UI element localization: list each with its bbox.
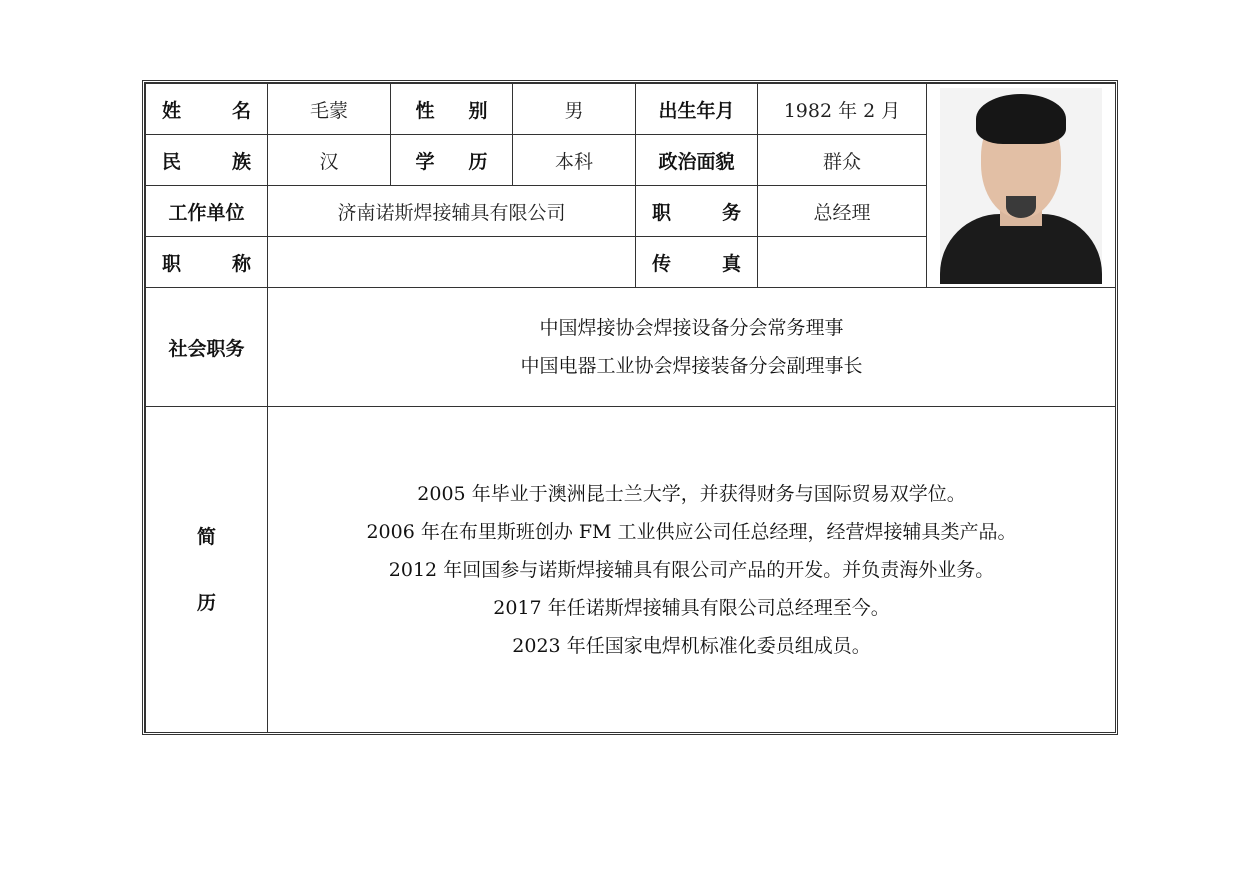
name-label: 姓 名 bbox=[146, 84, 268, 135]
position-label: 职 务 bbox=[636, 186, 758, 237]
resume-line: 2023 年任国家电焊机标准化委员组成员。 bbox=[512, 634, 871, 657]
birth-label: 出生年月 bbox=[636, 84, 758, 135]
resume-line: 2005 年毕业于澳洲昆士兰大学，并获得财务与国际贸易双学位。 bbox=[417, 482, 966, 505]
birth-value: 1982 年 2 月 bbox=[758, 84, 927, 135]
title-value bbox=[268, 237, 636, 288]
social-line: 中国焊接协会焊接设备分会常务理事 bbox=[539, 317, 844, 339]
education-label: 学 历 bbox=[391, 135, 513, 186]
profile-table bbox=[145, 83, 1116, 733]
portrait-photo bbox=[940, 88, 1102, 284]
resume-label-top: 简 bbox=[196, 525, 216, 548]
resume-line: 2006 年在布里斯班创办 FM 工业供应公司任总经理，经营焊接辅具类产品。 bbox=[366, 520, 1017, 543]
education-value: 本科 bbox=[513, 135, 636, 186]
ethnicity-label: 民 族 bbox=[146, 135, 268, 186]
social-positions bbox=[268, 288, 1116, 407]
resume-label-bottom: 历 bbox=[196, 591, 216, 614]
political-value: 群众 bbox=[758, 135, 927, 186]
resume-content bbox=[268, 407, 1116, 733]
social-line: 中国电器工业协会焊接装备分会副理事长 bbox=[520, 355, 863, 377]
gender-value: 男 bbox=[513, 84, 636, 135]
profile-form bbox=[142, 80, 1118, 735]
photo-cell bbox=[927, 84, 1116, 288]
employer-label: 工作单位 bbox=[146, 186, 268, 237]
ethnicity-value: 汉 bbox=[268, 135, 391, 186]
gender-label: 性 别 bbox=[391, 84, 513, 135]
position-value: 总经理 bbox=[758, 186, 927, 237]
resume-line: 2012 年回国参与诺斯焊接辅具有限公司产品的开发。并负责海外业务。 bbox=[388, 558, 995, 581]
fax-value bbox=[758, 237, 927, 288]
title-label: 职 称 bbox=[146, 237, 268, 288]
fax-label: 传 真 bbox=[636, 237, 758, 288]
social-label: 社会职务 bbox=[146, 288, 268, 407]
resume-line: 2017 年任诺斯焊接辅具有限公司总经理至今。 bbox=[493, 596, 890, 619]
name-value: 毛蒙 bbox=[268, 84, 391, 135]
political-label: 政治面貌 bbox=[636, 135, 758, 186]
resume-label bbox=[146, 407, 268, 733]
employer-value: 济南诺斯焊接辅具有限公司 bbox=[268, 186, 636, 237]
